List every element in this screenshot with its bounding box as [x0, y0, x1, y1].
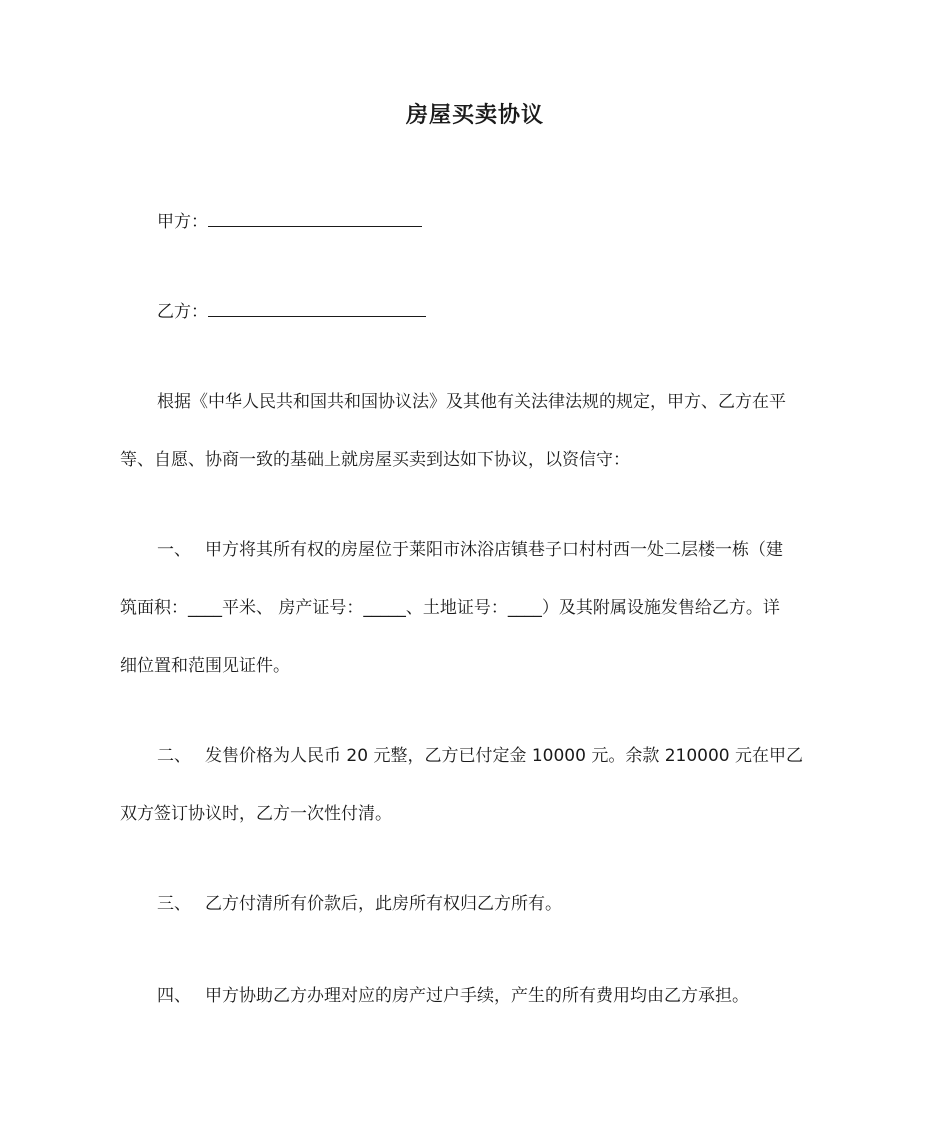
party-a-line — [120, 208, 832, 234]
clause-2-line-1 — [120, 744, 832, 768]
party-b-blank — [208, 298, 426, 317]
preamble-line-1: 根据《中华人民共和国共和国协议法》及其他有关法律法规的规定，甲方、乙方在平 — [157, 392, 786, 412]
document-title: 房屋买卖协议 — [405, 103, 544, 128]
clause-1-line-3: 细位置和范围见证件。 — [120, 656, 290, 676]
clause-4-line-1 — [120, 984, 832, 1008]
clause-3-number: 三、 — [157, 894, 191, 914]
clause-3-line-1 — [120, 892, 832, 916]
party-a-label: 甲方： — [157, 212, 208, 232]
clause-1-line-1 — [120, 538, 832, 562]
clause-4-text-1: 甲方协助乙方办理对应的房产过户手续，产生的所有费用均由乙方承担。 — [205, 986, 749, 1006]
clause-1-text-1: 甲方将其所有权的房屋位于莱阳市沐浴店镇巷子口村村西一处二层楼一栋（建 — [205, 540, 783, 560]
clause-3-text-1: 乙方付清所有价款后，此房所有权归乙方所有。 — [205, 894, 562, 914]
party-a-blank — [208, 208, 422, 227]
clause-1-line-2: 筑面积：____平米、 房产证号：_____、土地证号：____）及其附属设施发售给乙方。详 — [120, 598, 780, 618]
clause-1-number: 一、 — [157, 540, 191, 560]
clause-2-text-1: 发售价格为人民币 20 元整，乙方已付定金 10000 元。余款 210000 元在甲乙 — [205, 746, 804, 766]
party-b-line — [120, 298, 832, 324]
clause-2-line-2: 双方签订协议时，乙方一次性付清。 — [120, 804, 392, 824]
clause-2-number: 二、 — [157, 746, 191, 766]
preamble-line-2: 等、自愿、协商一致的基础上就房屋买卖到达如下协议，以资信守： — [120, 450, 630, 470]
clause-4-number: 四、 — [157, 986, 191, 1006]
party-b-label: 乙方： — [157, 302, 208, 322]
